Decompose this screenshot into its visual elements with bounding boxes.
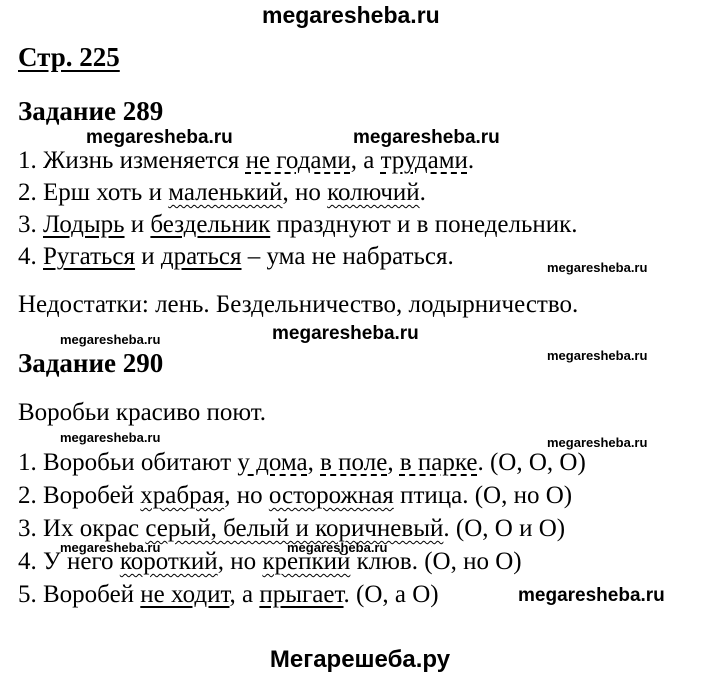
underlined-word: маленький (168, 179, 283, 206)
sentence-text: 5. Воробей (18, 581, 141, 608)
watermark: megaresheba.ru (60, 430, 161, 445)
sentence-text: . (О, О и О) (443, 515, 566, 542)
watermark: megaresheba.ru (60, 540, 161, 555)
sentence-text: . (О, а О) (343, 581, 439, 608)
sentence-text: птица. (О, но О) (393, 482, 573, 509)
sentence-text: – ума не набраться. (241, 243, 454, 270)
sentence-line (18, 212, 578, 237)
underlined-word: прыгает (259, 581, 344, 608)
sentence-text: 4. У него (18, 548, 120, 575)
sentence-text: 3. Их окрас (18, 515, 146, 542)
underlined-word: бездельник (150, 211, 271, 238)
sentence-text: 1. Воробьи обитают (18, 449, 238, 476)
watermark: megaresheba.ru (353, 127, 500, 148)
sentence-text: 1. Жизнь изменяется (18, 147, 246, 174)
sentence-text: , но (282, 179, 328, 206)
underlined-word: осторожная (268, 482, 394, 509)
sentence-text: . (419, 179, 426, 206)
underlined-word: в поле (320, 449, 388, 476)
watermark: megaresheba.ru (287, 540, 388, 555)
watermark-top: megaresheba.ru (262, 2, 440, 28)
underlined-word: Ругаться (43, 243, 136, 270)
watermark: megaresheba.ru (86, 127, 233, 148)
sentence-text: , но (224, 482, 269, 509)
sentence-text: , а (229, 581, 260, 608)
underlined-word: Лодырь (43, 211, 125, 238)
watermark: megaresheba.ru (60, 332, 161, 347)
sentence-text: празднуют и в понедельник. (270, 211, 578, 238)
watermark: megaresheba.ru (547, 348, 648, 363)
page-number: Стр. 225 (18, 42, 120, 72)
sentence-line (18, 483, 572, 508)
sentence-line (18, 516, 565, 541)
sentence-text: , но (217, 548, 263, 575)
underlined-word: драться (160, 243, 242, 270)
underlined-word: короткий (119, 548, 218, 575)
sentence-text: 2. Ерш хоть и (18, 179, 169, 206)
sentence-text: , (387, 449, 400, 476)
footer-site-name: Мегарешеба.ру (269, 646, 451, 673)
task-290-intro: Воробьи красиво поют. (18, 399, 267, 426)
watermark: megaresheba.ru (547, 260, 648, 275)
underlined-word: трудами (380, 147, 468, 174)
underlined-word: колючий (327, 179, 420, 206)
sentence-line (18, 180, 426, 205)
underlined-word: не годами (245, 147, 351, 174)
underlined-word: серый, белый и коричневый (145, 515, 444, 542)
task-289-heading: Задание 289 (18, 96, 164, 126)
sentence-text: 4. (18, 243, 43, 270)
underlined-word: не ходит (140, 581, 230, 608)
underlined-word: храбрая (140, 482, 225, 509)
underlined-word: в парке (399, 449, 478, 476)
sentence-line (18, 244, 454, 269)
sentence-line (18, 148, 474, 173)
sentence-line (18, 549, 522, 574)
underlined-word: крепкий (262, 548, 351, 575)
watermark: megaresheba.ru (272, 323, 419, 344)
sentence-text: , (307, 449, 321, 476)
watermark: megaresheba.ru (518, 585, 665, 606)
sentence-text: 2. Воробей (18, 482, 141, 509)
sentence-text: . (467, 147, 475, 174)
sentence-line (18, 450, 586, 475)
sentence-text: клюв. (О, но О) (350, 548, 522, 575)
sentence-text: и (135, 243, 161, 270)
sentence-text: , а (350, 147, 381, 174)
watermark: megaresheba.ru (547, 435, 648, 450)
sentence-text: и (124, 211, 151, 238)
sentence-text: . (О, О, О) (477, 449, 586, 476)
task-290-heading: Задание 290 (18, 348, 164, 378)
task-289-note: Недостатки: лень. Бездельничество, лодырничество. (18, 291, 579, 318)
sentence-line (18, 582, 439, 607)
sentence-text: 3. (18, 211, 43, 238)
underlined-word: у дома (237, 449, 308, 476)
